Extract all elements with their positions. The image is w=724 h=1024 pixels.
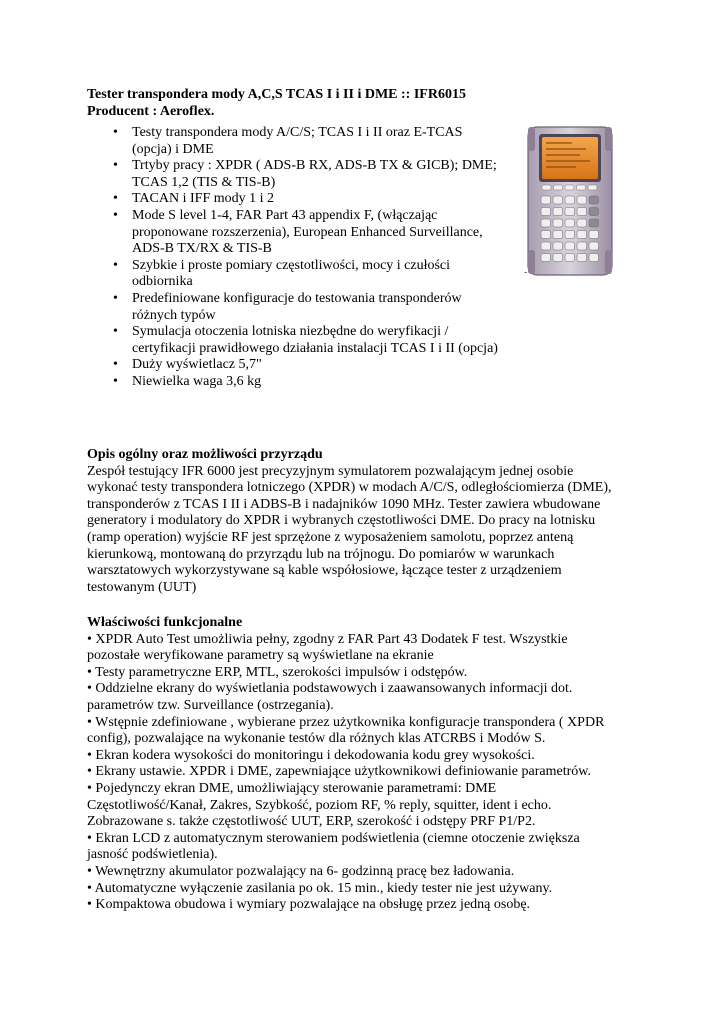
paragraph-line: pozostałe weryfikowane parametry są wyświetlane na ekranie (87, 648, 434, 664)
bullet-text-line: TACAN i IFF mody 1 i 2 (132, 191, 275, 207)
paragraph-line: config), pozwalające na wykonanie testów dla różnych klas ATCRBS i Modów S. (87, 731, 546, 747)
keypad-key (565, 242, 575, 250)
keypad-key (553, 196, 563, 204)
keypad-key (577, 254, 587, 262)
bullet-marker: • (113, 207, 118, 223)
keypad-key (565, 231, 575, 239)
keypad-key (577, 196, 587, 204)
general-description-section (87, 447, 657, 596)
soft-keys (542, 185, 597, 190)
keypad-key (589, 208, 599, 216)
bullet-marker: • (113, 290, 118, 306)
keypad-key (553, 254, 563, 262)
paragraph-line: • Pojedynczy ekran DME, umożliwiający sterowanie parametrami: DME (87, 780, 497, 796)
paragraph-line: • Wstępnie zdefiniowane , wybierane przez użytkownika konfiguracje transpondera ( XPDR (87, 714, 605, 730)
soft-key (577, 185, 586, 190)
bullet-item (87, 208, 527, 258)
bullet-item (87, 291, 527, 324)
keypad-key (553, 242, 563, 250)
bullet-item (87, 324, 527, 357)
bullet-text-line: Trtyby pracy : XPDR ( ADS-B RX, ADS-B TX & GICB); DME; (132, 158, 497, 174)
bullet-text-line: odbiornika (132, 274, 193, 290)
bullet-text-line: Szybkie i proste pomiary częstotliwości, mocy i czułości (132, 257, 451, 273)
keypad-key (541, 242, 551, 250)
keypad-key (577, 242, 587, 250)
bumper-top-right (605, 127, 612, 151)
bullet-marker: • (113, 191, 118, 207)
bumper-top-left (528, 127, 535, 151)
bullet-text-line: proponowane rozszerzenia), European Enhanced Surveillance, (132, 224, 483, 240)
bullet-item (87, 374, 527, 391)
keypad-key (553, 219, 563, 227)
bullet-text-line: (opcja) i DME (132, 141, 214, 157)
paragraph-line: • Ekran kodera wysokości do monitoringu i dekodowania kodu grey wysokości. (87, 747, 535, 763)
bullet-text-line: Mode S level 1-4, FAR Part 43 appendix F, (włączając (132, 207, 438, 223)
keypad-key (589, 254, 599, 262)
bullet-text-line: Duży wyświetlacz 5,7" (132, 357, 262, 373)
bullet-item (87, 125, 527, 158)
product-title: Tester transpondera mody A,C,S TCAS I i II i DME :: IFR6015 (87, 87, 466, 102)
paragraph-line: kierunkową, montowaną do przyrządu lub na trójnogu. Do pomiarów w warunkach (87, 546, 555, 562)
bullet-marker: • (113, 373, 118, 389)
bullet-text-line: certyfikacji prawidłowego działania instalacji TCAS I i II (opcja) (132, 340, 498, 356)
keypad-key (589, 196, 599, 204)
bullet-item (87, 158, 527, 191)
keypad-key (565, 208, 575, 216)
bullet-item (87, 357, 527, 374)
functional-features-section (87, 615, 657, 914)
paragraph-line: • XPDR Auto Test umożliwia pełny, zgodny z FAR Part 43 Dodatek F test. Wszystkie (87, 631, 568, 647)
paragraph-line: • Ekran LCD z automatycznym sterowaniem podświetlenia (ciemne otoczenie zwiększa (87, 830, 580, 846)
soft-key (588, 185, 597, 190)
keypad-key (553, 231, 563, 239)
keypad-key (541, 254, 551, 262)
bullet-text-line: TCAS 1,2 (TIS & TIS-B) (132, 174, 276, 190)
bullet-marker: • (113, 125, 118, 140)
bullet-marker: • (113, 257, 118, 273)
soft-key (565, 185, 574, 190)
bullet-marker: • (113, 324, 118, 340)
paragraph-line: transponderów z TCAS I II i ADBS-B i nadajników 1090 MHz. Tester zawiera wbudowane (87, 496, 601, 512)
bullet-text-line: Predefiniowane konfiguracje do testowania transponderów (132, 290, 462, 306)
paragraph-line: Zespół testujący IFR 6000 jest precyzyjnym symulatorem pozwalającym jednej osobie (87, 463, 574, 479)
paragraph-line: parametrów tzw. Surveillance (ostrzegania). (87, 697, 334, 713)
paragraph-line: wykonać testy transpondera lotniczego (XPDR) w modach A/C/S, odległościomierza (DME), (87, 480, 612, 496)
keypad-key (565, 254, 575, 262)
bumper-bottom-left (528, 250, 535, 274)
keypad-key (589, 219, 599, 227)
bullet-item (87, 191, 527, 208)
image-caption: - (524, 267, 528, 278)
keypad-key (577, 219, 587, 227)
section-title: Właściwości funkcjonalne (87, 615, 243, 630)
keypad-key (541, 196, 551, 204)
bumper-bottom-right (605, 250, 612, 274)
bullet-text-line: Symulacja otoczenia lotniska niezbędne do weryfikacji / (132, 324, 449, 340)
paragraph-line: • Automatyczne wyłączenie zasilania po ok. 15 min., kiedy tester nie jest używany. (87, 880, 553, 896)
soft-key (554, 185, 563, 190)
paragraph-line: • Kompaktowa obudowa i wymiary pozwalające na obsługę przez jedną osobę. (87, 897, 531, 913)
keypad-key (577, 208, 587, 216)
soft-key (542, 185, 551, 190)
keypad-key (541, 219, 551, 227)
keypad-key (589, 242, 599, 250)
paragraph-line: • Wewnętrzny akumulator pozwalający na 6- godzinną pracę bez ładowania. (87, 863, 515, 879)
bullet-text-line: różnych typów (132, 307, 216, 323)
paragraph-line: Częstotliwość/Kanał, Zakres, Szybkość, poziom RF, % reply, squitter, ident i echo. (87, 797, 552, 813)
paragraph-line: • Oddzielne ekrany do wyświetlania podstawowych i zaawansowanych informacji dot. (87, 681, 573, 697)
paragraph-line: warsztatowych wykorzystywane są kable współosiowe, łączące tester z urządzeniem (87, 563, 562, 579)
bullet-marker: • (113, 158, 118, 174)
device-photo (526, 124, 614, 277)
keypad-key (565, 219, 575, 227)
bullet-text-line: Testy transpondera mody A/C/S; TCAS I i II oraz E-TCAS (132, 125, 463, 140)
document-header (87, 86, 647, 120)
paragraph-line: • Testy parametryczne ERP, MTL, szerokości impulsów i odstępów. (87, 664, 468, 680)
paragraph-line: generatory i modulatory do XPDR i wybranych częstotliwości DME. Do pracy na lotnisku (87, 513, 596, 529)
keypad-key (541, 231, 551, 239)
keypad-key (541, 208, 551, 216)
paragraph-line: Zobrazowane s. także częstotliwość UUT, ERP, szerokość i odstępy PRF P1/P2. (87, 814, 536, 830)
paragraph-line: • Ekrany ustawie. XPDR i DME, zapewniające użytkownikowi definiowanie parametrów. (87, 764, 591, 780)
keypad-key (565, 196, 575, 204)
bullet-text-line: ADS-B TX/RX & TIS-B (132, 241, 272, 257)
producer-line: Producent : Aeroflex. (87, 104, 215, 119)
section-title: Opis ogólny oraz możliwości przyrządu (87, 447, 323, 462)
bullet-item (87, 258, 527, 291)
bullet-marker: • (113, 357, 118, 373)
feature-bullet-list (87, 125, 527, 391)
keypad-key (589, 231, 599, 239)
paragraph-line: (ramp operation) wyjście RF jest sprzężone z wyposażeniem samolotu, poprzez anteną (87, 529, 574, 545)
keypad-key (553, 208, 563, 216)
paragraph-line: testowanym (UUT) (87, 579, 197, 595)
paragraph-line: jasność podświetlenia). (87, 847, 218, 863)
bullet-text-line: Niewielka waga 3,6 kg (132, 373, 262, 389)
keypad-key (577, 231, 587, 239)
